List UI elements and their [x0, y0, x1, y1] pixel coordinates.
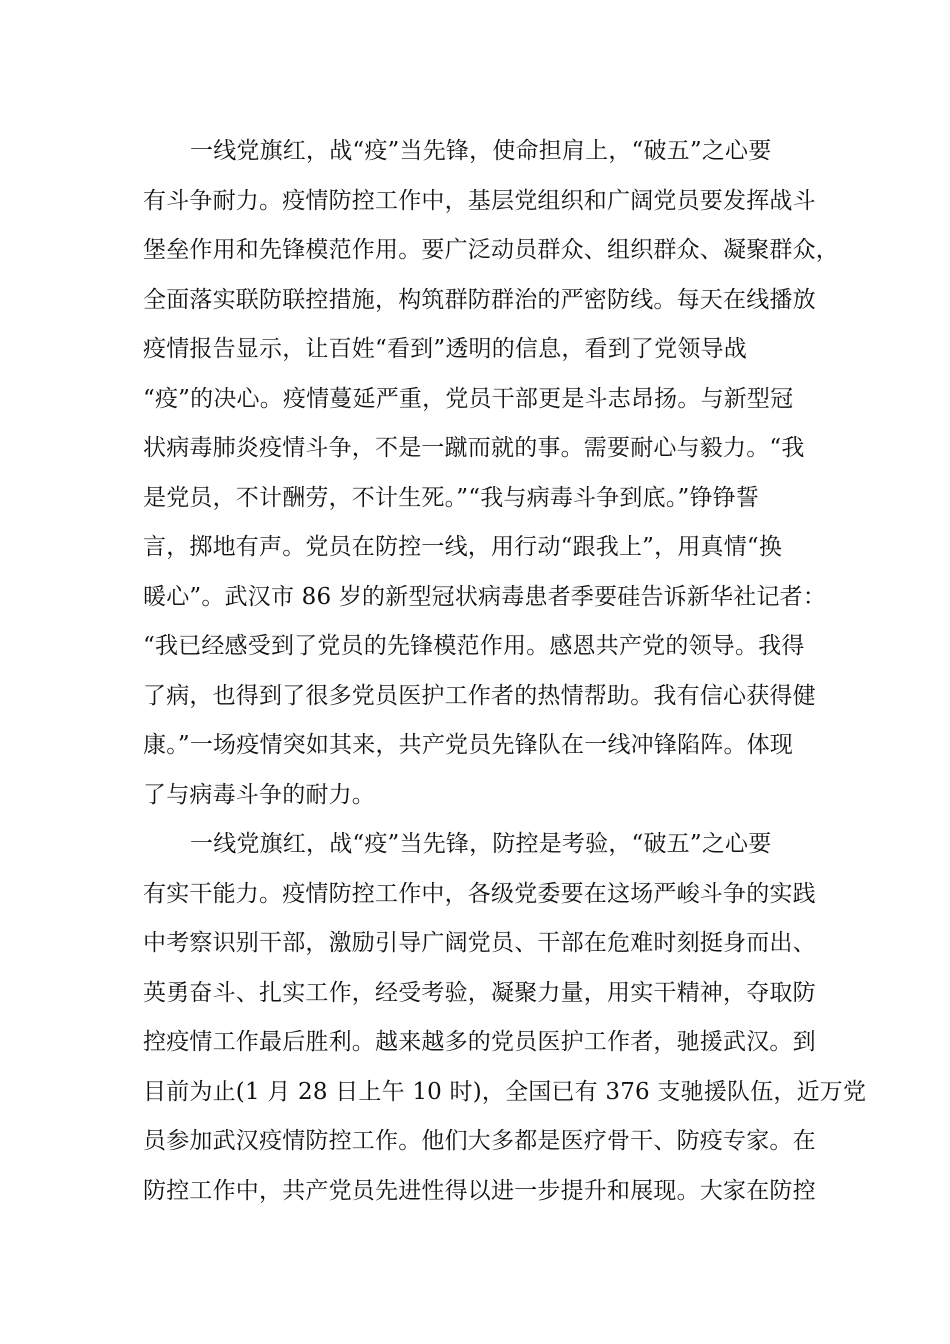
text-line: 全面落实联防联控措施，构筑群防群治的严密防线。每天在线播放	[143, 286, 816, 313]
text-line: 是党员，不计酬劳，不计生死。”“我与病毒斗争到底。”铮铮誓	[143, 484, 760, 511]
text-line: 防控工作中，共产党员先进性得以进一步提升和展现。大家在防控	[143, 1177, 816, 1204]
text-line: 康。”一场疫情突如其来，共产党员先锋队在一线冲锋陷阵。体现	[143, 732, 794, 758]
text-line: 状病毒肺炎疫情斗争，不是一蹴而就的事。需要耐心与毅力。“我	[143, 435, 805, 461]
text-line: 堡垒作用和先锋模范作用。要广泛动员群众、组织群众、凝聚群众，	[143, 237, 839, 263]
text-line: 有斗争耐力。疫情防控工作中，基层党组织和广阔党员要发挥战斗	[143, 187, 816, 214]
text-line: 一线党旗红，战“疫”当先锋，防控是考验，“破五”之心要	[190, 831, 772, 857]
text-line: 疫情报告显示，让百姓“看到”透明的信息，看到了党领导战	[143, 336, 747, 362]
text-line: 暖心”。武汉市 86 岁的新型冠状病毒患者季要硅告诉新华社记者：	[143, 583, 827, 610]
text-line: 目前为止(1 月 28 日上午 10 时)，全国已有 376 支驰援队伍，近万党	[143, 1078, 867, 1105]
text-line: 言，掷地有声。党员在防控一线，用行动“跟我上”，用真情“换	[143, 534, 783, 560]
text-line: 控疫情工作最后胜利。越来越多的党员医护工作者，驰援武汉。到	[143, 1029, 816, 1055]
text-line: 中考察识别干部，激励引导广阔党员、干部在危难时刻挺身而出、	[143, 930, 816, 956]
text-line: 一线党旗红，战“疫”当先锋，使命担肩上，“破五”之心要	[190, 138, 772, 164]
text-line: “疫”的决心。疫情蔓延严重，党员干部更是斗志昂扬。与新型冠	[143, 385, 794, 412]
paragraph-2	[143, 820, 867, 1216]
text-line: 员参加武汉疫情防控工作。他们大多都是医疗骨干、防疫专家。在	[143, 1128, 816, 1154]
text-line: “我已经感受到了党员的先锋模范作用。感恩共产党的领导。我得	[143, 633, 805, 659]
paragraph-1	[143, 127, 839, 820]
text-line: 了与病毒斗争的耐力。	[143, 781, 375, 808]
text-line: 了病，也得到了很多党员医护工作者的热情帮助。我有信心获得健	[143, 682, 816, 709]
text-line: 有实干能力。疫情防控工作中，各级党委要在这场严峻斗争的实践	[143, 880, 816, 907]
text-line: 英勇奋斗、扎实工作，经受考验，凝聚力量，用实干精神，夺取防	[143, 979, 816, 1006]
